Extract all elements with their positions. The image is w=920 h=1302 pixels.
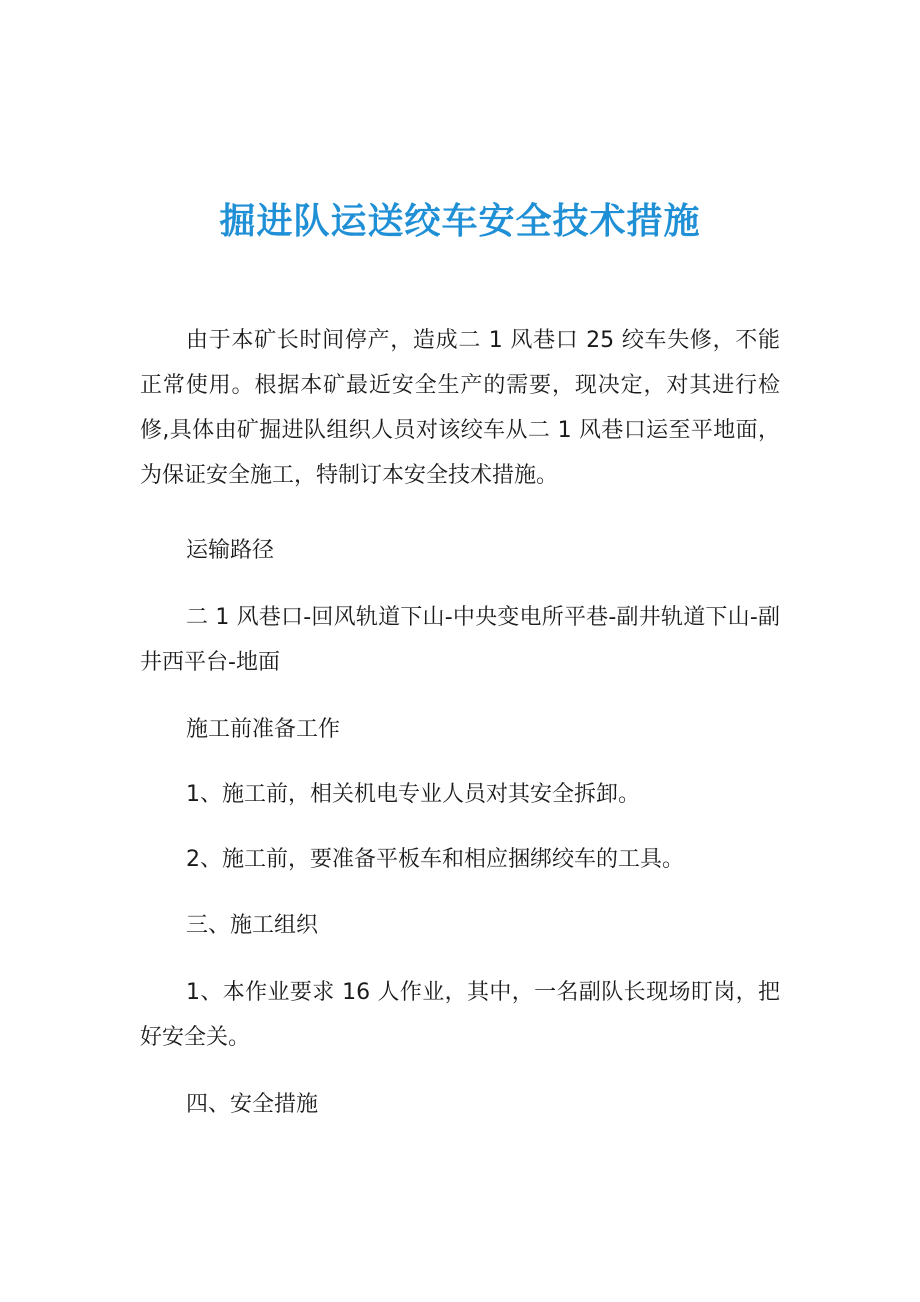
- section-heading-preparation: 施工前准备工作: [186, 717, 341, 742]
- section-heading-transport-route: 运输路径: [186, 538, 275, 563]
- section-heading-organization: 三、施工组织: [186, 913, 319, 938]
- transport-route-paragraph: 二 1 风巷口-回风轨道下山-中央变电所平巷-副井轨道下山-副井西平台-地面: [140, 605, 780, 675]
- preparation-item-1: 1、施工前，相关机电专业人员对其安全拆卸。: [186, 782, 640, 807]
- section-heading-safety-measures: 四、安全措施: [186, 1092, 319, 1117]
- organization-item-1: 1、本作业要求 16 人作业，其中，一名副队长现场盯岗，把好安全关。: [140, 980, 780, 1050]
- preparation-item-2: 2、施工前，要准备平板车和相应捆绑绞车的工具。: [186, 847, 684, 872]
- document-title: 掘进队运送绞车安全技术措施: [219, 201, 701, 242]
- intro-paragraph: 由于本矿长时间停产，造成二 1 风巷口 25 绞车失修，不能正常使用。根据本矿最近安全生产的需要，现决定，对其进行检修,具体由矿掘进队组织人员对该绞车从二 1 风巷口运至平地面，为保证安全施工，特制订本安全技术措施。: [140, 328, 780, 488]
